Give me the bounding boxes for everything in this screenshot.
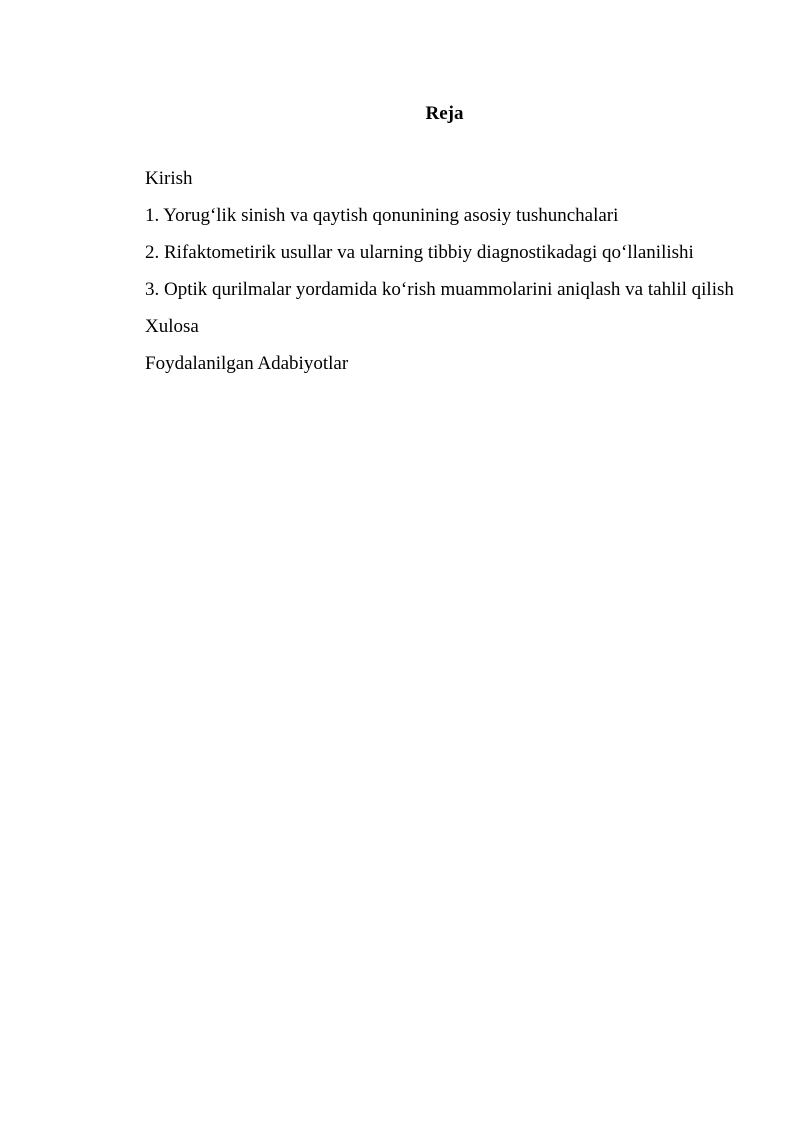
page-title: Reja	[425, 103, 464, 124]
toc-item-introduction: Kirish	[145, 168, 193, 189]
toc-item-3: 3. Optik qurilmalar yordamida ko‘rish muammolarini aniqlash va tahlil qilish	[145, 279, 734, 300]
toc-item-2: 2. Rifaktometirik usullar va ularning tibbiy diagnostikadagi qo‘llanilishi	[145, 242, 694, 263]
toc-item-conclusion: Xulosa	[145, 316, 199, 337]
toc-item-1: 1. Yorug‘lik sinish va qaytish qonunining asosiy tushunchalari	[145, 205, 619, 226]
table-of-contents	[113, 160, 741, 382]
toc-item-references: Foydalanilgan Adabiyotlar	[145, 353, 349, 374]
